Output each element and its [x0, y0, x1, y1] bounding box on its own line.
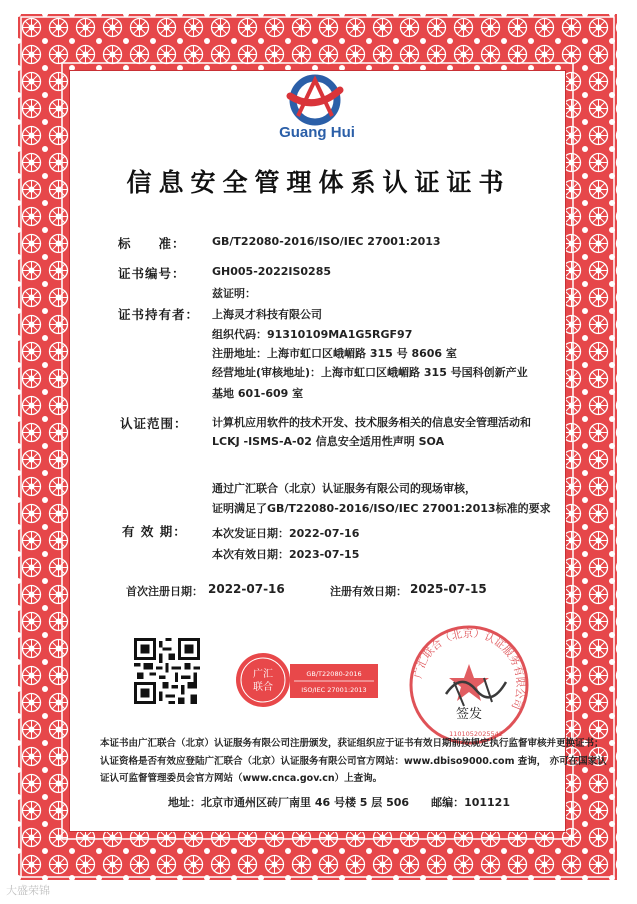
- org-code: 组织代码：91310109MA1G5RGF97: [212, 328, 413, 341]
- holder-name: 上海灵才科技有限公司: [212, 308, 322, 321]
- badge-left-bottom: 联合: [253, 682, 273, 693]
- brand-name: Guang Hui: [279, 124, 355, 141]
- watermark-text: 大盛荣锦: [6, 884, 50, 897]
- registration-valid-date: 2025-07-15: [410, 582, 487, 596]
- scope-label: 认证范围：: [120, 416, 188, 431]
- audit-line-2: 证明满足了GB/T22080-2016/ISO/IEC 27001:2013标准的要求: [212, 502, 551, 515]
- seal-number: 1101052025542: [449, 730, 503, 738]
- holder-label: 证书持有者：: [118, 307, 200, 322]
- footer-address: 地址：北京市通州区砖厂南里 46 号楼 5 层 506 邮编：101121: [168, 796, 510, 809]
- audit-line-1: 通过广汇联合（北京）认证服务有限公司的现场审核，: [212, 482, 476, 495]
- issue-date: 本次发证日期：2022-07-16: [212, 527, 360, 540]
- scope-line-2: LCKJ -ISMS-A-02 信息安全适用性声明 SOA: [212, 435, 445, 448]
- seal-signature-label: 签发: [455, 707, 483, 722]
- registration-valid-label: 注册有效日期：: [330, 585, 407, 598]
- operating-address-line-2: 基地 601-609 室: [212, 387, 304, 400]
- expiry-date: 本次有效日期：2023-07-15: [212, 548, 360, 561]
- operating-address-line-1: 经营地址(审核地址)：上海市虹口区峨嵋路 315 号国科创新产业: [212, 366, 528, 379]
- seal-ring-text: 广汇联合（北京）认证服务有限公司: [412, 627, 527, 712]
- badge-left-top: 广汇: [253, 669, 273, 680]
- footer-note-1: 本证书由广汇联合（北京）认证服务有限公司注册颁发，获证组织应于证书有效日期前按规定执行监督审核并更换证书；: [100, 738, 604, 749]
- scope-line-1: 计算机应用软件的技术开发、技术服务相关的信息安全管理活动和: [212, 416, 531, 429]
- registered-address: 注册地址：上海市虹口区峨嵋路 315 号 8606 室: [212, 347, 457, 360]
- badge-line-2: ISO/IEC 27001:2013: [301, 686, 367, 694]
- certificate-title: 信息安全管理体系认证证书: [126, 168, 511, 197]
- footer-note-2: 认证资格是否有效应登陆广汇联合（北京）认证服务有限公司官方网站：www.dbiso9000.com 查询， 亦可在国家认: [100, 756, 607, 767]
- accreditation-badge: [234, 650, 380, 710]
- first-registration-label: 首次注册日期：: [126, 585, 203, 598]
- first-registration-date: 2022-07-16: [208, 582, 285, 596]
- official-seal-icon: [406, 622, 532, 748]
- footer-note-3: 证认可监督管理委员会官方网站（www.cnca.gov.cn）上查询。: [100, 773, 383, 784]
- standard-label: 标 准：: [118, 236, 186, 251]
- standard-value: GB/T22080-2016/ISO/IEC 27001:2013: [212, 235, 441, 248]
- qr-code-icon[interactable]: [134, 638, 200, 704]
- cert-no-value: GH005-2022IS0285: [212, 265, 332, 278]
- hereby-text: 兹证明：: [212, 287, 256, 300]
- badge-line-1: GB/T22080-2016: [306, 670, 362, 678]
- validity-label: 有 效 期：: [122, 524, 187, 539]
- cert-no-label: 证书编号：: [118, 266, 186, 281]
